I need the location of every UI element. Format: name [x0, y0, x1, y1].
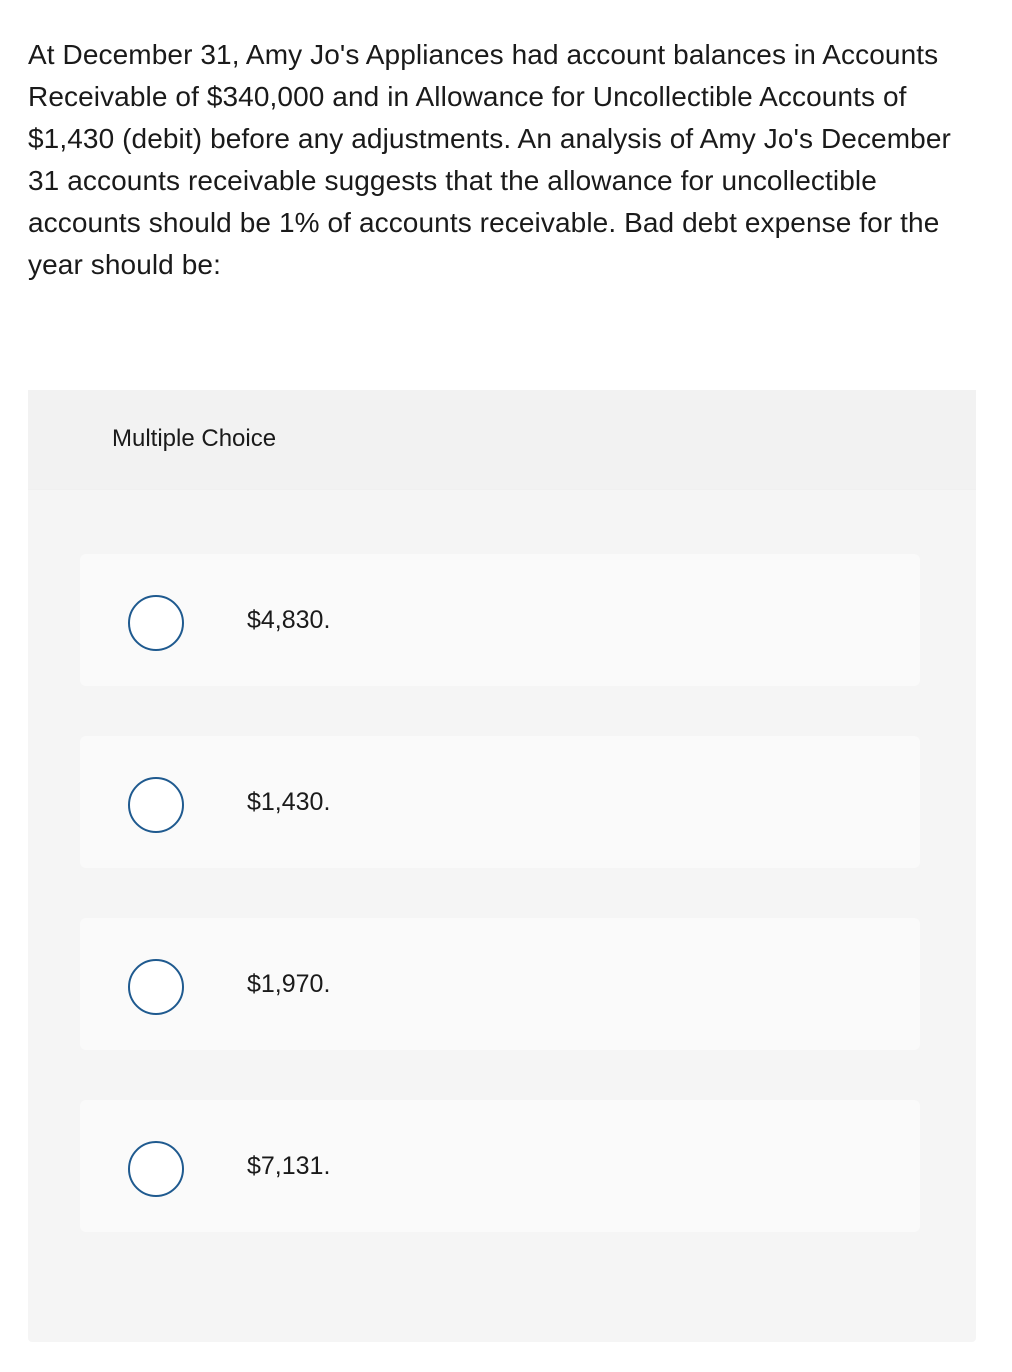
- radio-unselected-icon[interactable]: [128, 1141, 184, 1197]
- answer-option-3[interactable]: [80, 918, 920, 1050]
- radio-unselected-icon[interactable]: [128, 959, 184, 1015]
- answer-option-label: $1,970.: [247, 970, 331, 998]
- answer-option-label: $4,830.: [247, 606, 331, 634]
- multiple-choice-panel: [28, 390, 976, 1342]
- answer-option-label: $1,430.: [247, 788, 331, 816]
- radio-unselected-icon[interactable]: [128, 777, 184, 833]
- answer-option-4[interactable]: [80, 1100, 920, 1232]
- answer-option-1[interactable]: [80, 554, 920, 686]
- multiple-choice-header: [28, 390, 976, 490]
- answer-option-2[interactable]: [80, 736, 920, 868]
- answer-option-label: $7,131.: [247, 1152, 331, 1180]
- multiple-choice-title: Multiple Choice: [112, 425, 277, 452]
- question-text: At December 31, Amy Jo's Appliances had account balances in Accounts Receivable of $340,000 and in Allowance for Uncollectible Accounts of $1,430 (debit) before any adjustments. An analysis of Amy Jo's December 31 accounts receivable suggests that the allowance for uncollectible accounts should be 1% of accounts receivable. Bad debt expense for the year should be:: [28, 39, 951, 280]
- radio-unselected-icon[interactable]: [128, 595, 184, 651]
